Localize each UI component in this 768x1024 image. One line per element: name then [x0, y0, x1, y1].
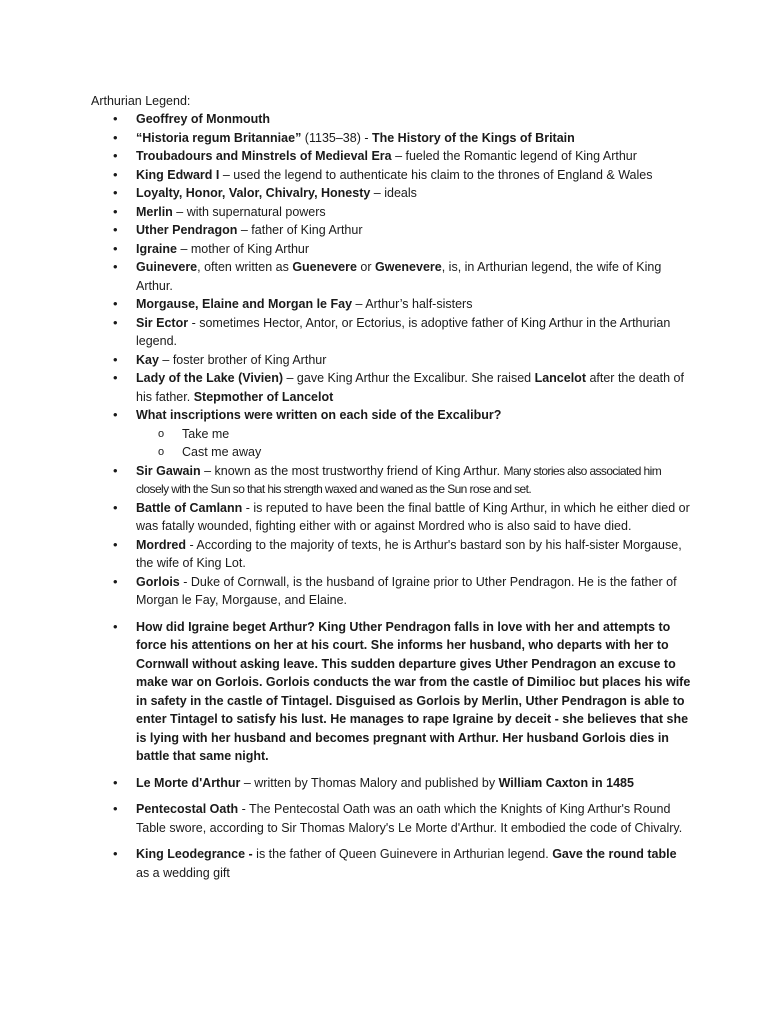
body-text: after the death of his father. — [136, 371, 684, 404]
list-item — [91, 618, 691, 766]
bold-text: Morgause, Elaine and Morgan le Fay — [136, 297, 353, 311]
body-text: – gave King Arthur the Excalibur. She raised — [283, 371, 535, 385]
bold-text: Sir Ector — [136, 315, 189, 330]
list-item — [91, 110, 691, 129]
list-item — [91, 314, 691, 351]
body-text: – mother of King Arthur — [177, 241, 310, 256]
body-text: – with supernatural powers — [172, 204, 326, 219]
list-item — [91, 166, 691, 185]
body-text: – Arthur’s half-sisters — [352, 297, 473, 311]
bold-text: Sir Gawain — [136, 463, 201, 478]
condensed-text: Many stories also associated him closely with the Sun so that his strength waxed and waned as the Sun rose and set. — [136, 463, 662, 496]
body-text: - is reputed to have been the final battle of King Arthur, in which he either died or was fatally wounded, fighting either with or against Mordred who is also said to have died. — [136, 500, 690, 533]
list-item — [91, 351, 691, 370]
bold-text: “Historia regum Britanniae” — [136, 130, 302, 145]
body-text: King Uther Pendragon falls in love with her and attempts to force his attentions on her at his court. She informs her husband, who departs with her to Cornwall without asking leave. This sudden departure gives Uther Pendragon an excuse to make war on Gorlois. Gorlois conducts the war from the castle of Dimilioc but places his wife in safety in the castle of Tintagel. Disguised as Gorlois by Merlin, Uther Pendragon is able to enter Tintagel to satisfy his lust. He manages to rape Igraine by deceit - she believes that she is lying with her husband and becomes pregnant with Arthur. Her husband Gorlois dies in battle that same night. — [136, 619, 691, 763]
body-text: – fueled the Romantic legend of King Arthur — [391, 149, 637, 163]
sub-list — [136, 425, 691, 462]
sub-list-item: o Cast me away — [136, 443, 691, 462]
bold-text: The History of the Kings of Britain — [371, 130, 575, 145]
bold-text: Troubadours and Minstrels of Medieval Era — [136, 149, 392, 163]
bold-text: Gwenevere — [375, 260, 442, 274]
list-item — [91, 573, 691, 610]
body-text: (1135–38) - — [301, 130, 372, 145]
body-text: – father of King Arthur — [237, 223, 363, 237]
bold-text: Guenevere — [292, 260, 357, 274]
list-item — [91, 462, 691, 499]
sub-list-item: o Take me — [136, 425, 691, 444]
bold-text: Geoffrey of Monmouth — [136, 112, 271, 126]
body-text: – written by Thomas Malory and published by — [240, 775, 499, 790]
bold-text: Kay — [136, 352, 159, 367]
bold-text: Guinevere — [136, 260, 198, 274]
list-item — [91, 800, 691, 837]
bold-text: Gave the round table — [552, 847, 677, 861]
bold-text: William Caxton in 1485 — [498, 775, 634, 790]
body-text: – known as the most trustworthy friend of King Arthur. — [200, 463, 504, 478]
list-item — [91, 369, 691, 406]
list-item — [91, 295, 691, 314]
body-text: – ideals — [370, 186, 417, 200]
body-text: – used the legend to authenticate his claim to the thrones of England & Wales — [219, 167, 653, 182]
list-item — [91, 845, 691, 882]
document-heading: Arthurian Legend: — [91, 94, 191, 108]
bold-text: Gorlois — [136, 574, 180, 589]
bold-text: King Edward I — [136, 167, 220, 182]
list-item — [91, 258, 691, 295]
bold-text: King Leodegrance - — [136, 847, 253, 861]
body-text: is the father of Queen Guinevere in Arthurian legend. — [252, 847, 553, 861]
list-item — [91, 240, 691, 259]
bold-text: Uther Pendragon — [136, 223, 238, 237]
body-text: as a wedding gift — [136, 865, 230, 880]
bold-text: Mordred — [136, 537, 186, 552]
list-item — [91, 147, 691, 166]
bold-text: Pentecostal Oath — [136, 802, 239, 816]
body-text: , often written as — [197, 260, 293, 274]
bold-text: Lady of the Lake (Vivien) — [136, 371, 284, 385]
body-text: – foster brother of King Arthur — [158, 352, 327, 367]
body-text: - The Pentecostal Oath was an oath which the Knights of King Arthur's Round Table swore, according to Sir Thomas Malory's Le Morte d'Arthur. It embodied the code of Chivalry. — [136, 802, 683, 835]
list-item — [91, 536, 691, 573]
bold-text: Igraine — [136, 241, 177, 256]
bold-text: Loyalty, Honor, Valor, Chivalry, Honesty — [136, 186, 371, 200]
bold-text: Merlin — [136, 204, 173, 219]
bold-text: Battle of Camlann — [136, 500, 243, 515]
list-item — [91, 184, 691, 203]
bullet-list — [91, 110, 691, 882]
list-item — [91, 406, 691, 462]
body-text: or — [356, 260, 376, 274]
body-text: , is, in Arthurian legend, the wife of King Arthur. — [136, 260, 662, 293]
body-text: - sometimes Hector, Antor, or Ectorius, is adoptive father of King Arthur in the Arthurian legend. — [136, 315, 671, 348]
list-item — [91, 499, 691, 536]
bold-text: How did Igraine beget Arthur? — [136, 619, 315, 634]
list-item — [91, 203, 691, 222]
list-item — [91, 221, 691, 240]
bold-text: What inscriptions were written on each side of the Excalibur? — [136, 408, 502, 422]
body-text: - Duke of Cornwall, is the husband of Igraine prior to Uther Pendragon. He is the father of Morgan le Fay, Morgause, and Elaine. — [136, 574, 677, 607]
bold-text: Stepmother of Lancelot — [193, 389, 334, 404]
bold-text: Le Morte d'Arthur — [136, 775, 241, 790]
body-text: - According to the majority of texts, he is Arthur's bastard son by his half-sister Morgause, the wife of King Lot. — [136, 537, 682, 570]
list-item — [91, 774, 691, 793]
bold-text: Lancelot — [534, 371, 586, 385]
list-item — [91, 129, 691, 148]
